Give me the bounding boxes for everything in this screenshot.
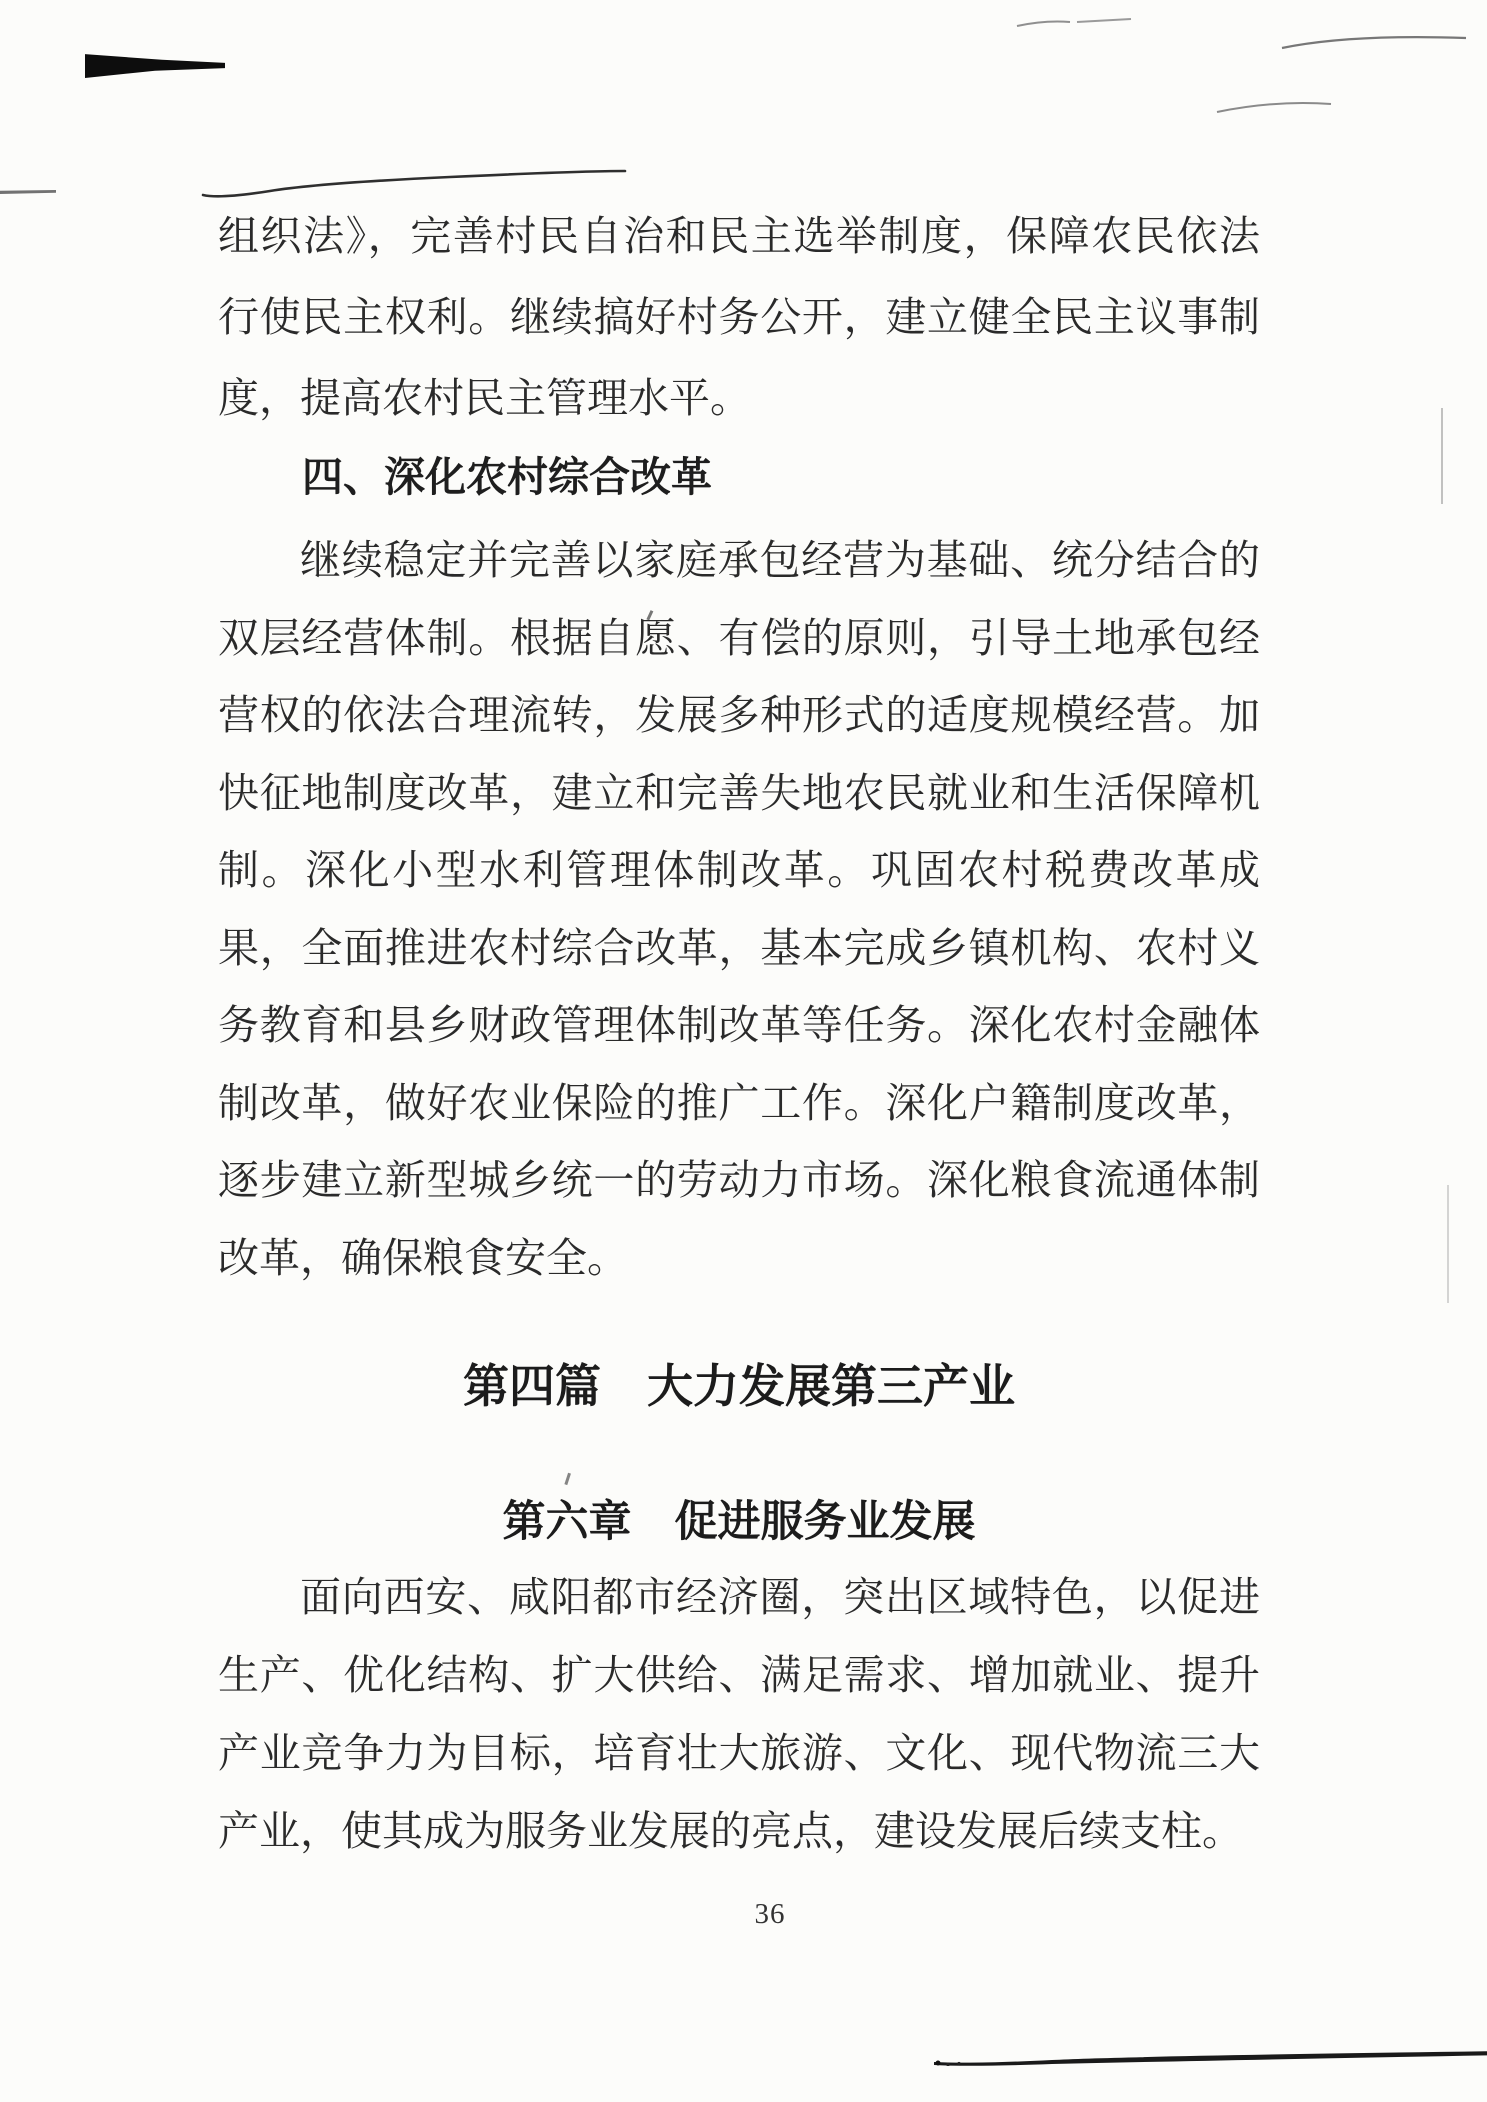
body-line: 快征地制度改革，建立和完善失地农民就业和生活保障机 — [218, 769, 1260, 816]
paragraph-service-industry-development — [218, 1558, 1260, 1870]
chapter-heading-service-industry: 第六章 促进服务业发展 — [502, 1498, 976, 1546]
body-line: 改革，确保粮食安全。 — [218, 1234, 628, 1281]
pen-stroke-mid-right — [1215, 96, 1335, 118]
section-heading-rural-reform: 四、深化农村综合改革 — [302, 454, 712, 500]
body-line: 继续稳定并完善以家庭承包经营为基础、统分结合的 — [300, 537, 1260, 583]
body-line: 果，全面推进农村综合改革，基本完成乡镇机构、农村义 — [218, 924, 1260, 971]
body-line: 营权的依法合理流转，发展多种形式的适度规模经营。加 — [218, 692, 1260, 738]
scanner-streak-right-2 — [1447, 1185, 1449, 1303]
pen-stroke-top-middle — [1015, 12, 1135, 32]
page-number: 36 — [754, 1898, 786, 1930]
body-line: 度，提高农村民主管理水平。 — [218, 375, 751, 421]
body-line: 产业竞争力为目标，培育壮大旅游、文化、现代物流三大 — [218, 1730, 1260, 1776]
paragraph-rural-comprehensive-reform — [218, 522, 1260, 1297]
body-line: 制改革，做好农业保险的推广工作。深化户籍制度改革， — [218, 1079, 1260, 1126]
part-heading-tertiary-industry: 第四篇 大力发展第三产业 — [463, 1360, 1015, 1412]
body-line: 双层经营体制。根据自愿、有偿的原则，引导土地承包经 — [218, 614, 1260, 661]
ink-speck-2 — [564, 1473, 577, 1488]
paragraph-village-democracy — [218, 196, 1260, 439]
body-line: 务教育和县乡财政管理体制改革等任务。深化农村金融体 — [218, 1002, 1260, 1048]
body-line: 制。深化小型水利管理体制改革。巩固农村税费改革成 — [218, 847, 1260, 893]
pen-stroke-top-right — [1280, 28, 1470, 54]
body-line: 行使民主权利。继续搞好村务公开，建立健全民主议事制 — [218, 294, 1260, 340]
edge-dash-mark — [0, 190, 56, 194]
body-line: 产业，使其成为服务业发展的亮点，建设发展后续支柱。 — [218, 1808, 1243, 1854]
body-line: 组织法》，完善村民自治和民主选举制度，保障农民依法 — [218, 213, 1260, 259]
ink-wedge-mark — [85, 52, 225, 78]
bottom-ink-streak — [932, 2048, 1487, 2066]
body-line: 逐步建立新型城乡统一的劳动力市场。深化粮食流通体制 — [218, 1157, 1260, 1203]
body-line: 生产、优化结构、扩大供给、满足需求、增加就业、提升 — [218, 1652, 1260, 1698]
scanner-streak-right-1 — [1441, 408, 1443, 504]
body-line: 面向西安、咸阳都市经济圈，突出区域特色，以促进 — [300, 1574, 1260, 1620]
